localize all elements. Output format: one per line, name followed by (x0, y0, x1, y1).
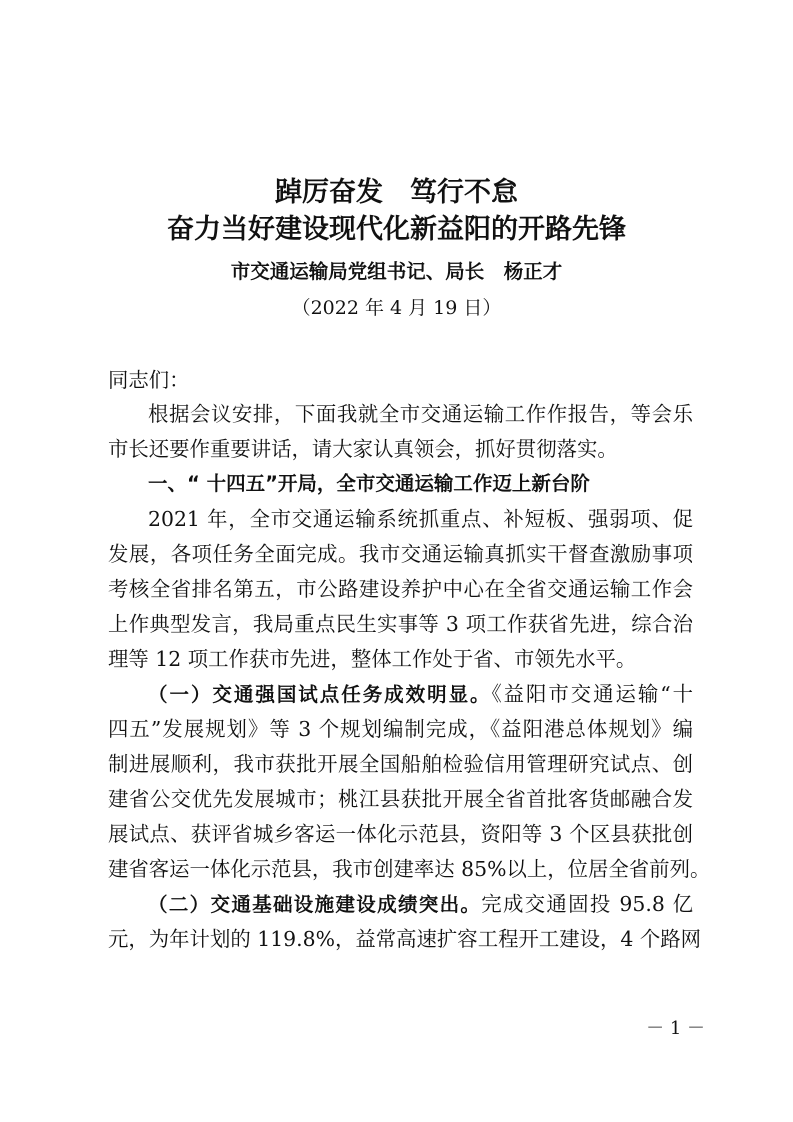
para-2021-line-5: 理等 12 项工作获市先进，整体工作处于省、市领先水平。 (108, 647, 637, 671)
section-1-heading: 一、“ 十四五”开局，全市交通运输工作迈上新台阶 (148, 472, 590, 495)
subsection-2-heading: （二）交通基础设施建设成绩突出。 (148, 893, 482, 916)
intro-line-1: 根据会议安排，下面我就全市交通运输工作作报告，等会乐 (148, 402, 693, 426)
intro-line-2: 市长还要作重要讲话，请大家认真领会，抓好贯彻落实。 (108, 437, 618, 461)
document-title-line-1: 踔厉奋发 笃行不怠 (275, 177, 518, 208)
subsection-2-line-1 (148, 889, 693, 920)
subsection-1-heading: （一）交通强国试点任务成效明显。 (148, 683, 492, 706)
para-2021-line-4: 上作典型发言，我局重点民生实事等 3 项工作获省先进，综合治 (108, 612, 693, 636)
subsection-1-line-5: 展试点、获评省城乡客运一体化示范县，资阳等 3 个区县获批创 (108, 822, 693, 846)
author-byline: 市交通运输局党组书记、局长 杨正才 (230, 260, 563, 283)
document-title-line-2: 奋力当好建设现代化新益阳的开路先锋 (167, 214, 626, 245)
salutation: 同志们： (108, 368, 190, 392)
document-date: （2022 年 4 月 19 日） (291, 297, 502, 319)
subsection-1-line-1 (148, 679, 693, 710)
subsection-1-line-3: 制进展顺利，我市获批开展全国船舶检验信用管理研究试点、创 (108, 752, 693, 776)
page-number: － 1 － (646, 1018, 705, 1039)
subsection-1-line-6: 建省客运一体化示范县，我市创建率达 85%以上，位居全省前列。 (108, 857, 711, 881)
subsection-2-line-2: 元，为年计划的 119.8%，益常高速扩容工程开工建设，4 个路网 (108, 927, 702, 951)
subsection-2-line-1-text: 完成交通固投 95.8 亿 (481, 892, 693, 916)
subsection-1-line-4: 建省公交优先发展城市；桃江县获批开展全省首批客货邮融合发 (108, 787, 693, 811)
subsection-1-line-2: 四五”发展规划》等 3 个规划编制完成，《益阳港总体规划》编 (108, 717, 693, 741)
para-2021-line-1: 2021 年，全市交通运输系统抓重点、补短板、强弱项、促 (148, 507, 693, 531)
para-2021-line-2: 发展，各项任务全面完成。我市交通运输真抓实干督查激励事项 (108, 542, 693, 566)
para-2021-line-3: 考核全省排名第五，市公路建设养护中心在全省交通运输工作会 (108, 577, 693, 601)
subsection-1-line-1-text: 《益阳市交通运输“十 (491, 682, 693, 706)
